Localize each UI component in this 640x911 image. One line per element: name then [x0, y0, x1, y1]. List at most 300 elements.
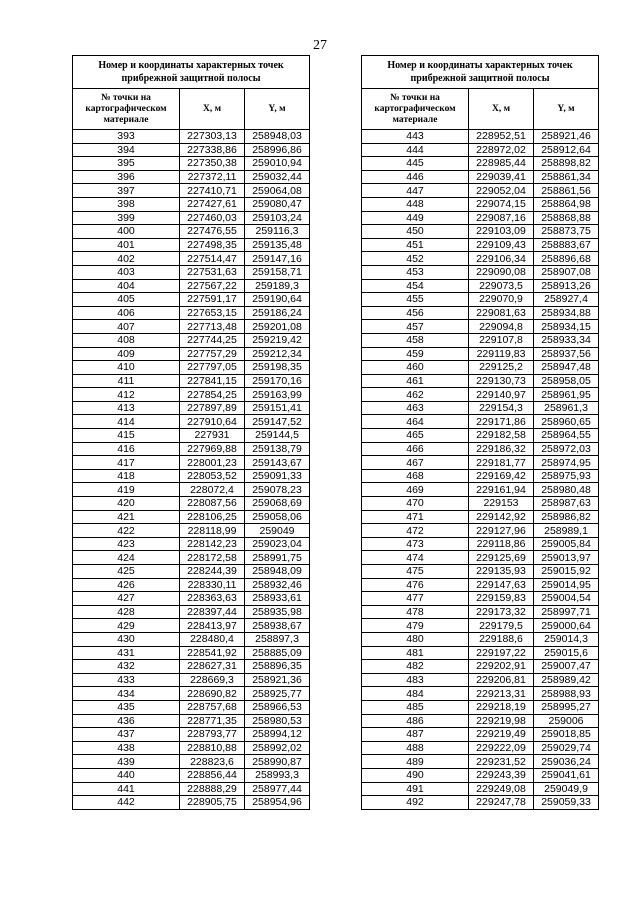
x-coordinate-cell: 227757,29 [180, 347, 245, 361]
y-coordinate-cell: 259068,69 [245, 497, 310, 511]
table-row [73, 211, 310, 225]
y-coordinate-cell: 259219,42 [245, 333, 310, 347]
x-coordinate-cell: 229154,3 [469, 401, 534, 415]
table-row [73, 551, 310, 565]
y-coordinate-cell: 259014,3 [534, 632, 599, 646]
table-row [362, 361, 599, 375]
table-row [73, 401, 310, 415]
x-coordinate-cell: 229087,16 [469, 211, 534, 225]
point-number-cell: 406 [73, 306, 180, 320]
table-row [73, 429, 310, 443]
y-coordinate-cell: 258947,48 [534, 361, 599, 375]
x-coordinate-cell: 229202,91 [469, 660, 534, 674]
x-coordinate-cell: 228888,29 [180, 782, 245, 796]
point-number-cell: 423 [73, 537, 180, 551]
table-row [73, 469, 310, 483]
point-number-cell: 438 [73, 741, 180, 755]
point-number-cell: 454 [362, 279, 469, 293]
y-coordinate-cell: 259116,3 [245, 225, 310, 239]
table-row [362, 456, 599, 470]
table-row [73, 293, 310, 307]
point-number-cell: 408 [73, 333, 180, 347]
y-coordinate-cell: 258898,82 [534, 157, 599, 171]
table-row [362, 728, 599, 742]
table-row [362, 130, 599, 144]
table-row [73, 619, 310, 633]
y-coordinate-cell: 258977,44 [245, 782, 310, 796]
table-row [362, 700, 599, 714]
y-coordinate-cell: 259170,16 [245, 374, 310, 388]
table-row [73, 265, 310, 279]
table-row [362, 442, 599, 456]
x-coordinate-cell: 228627,31 [180, 660, 245, 674]
y-coordinate-cell: 258990,87 [245, 755, 310, 769]
x-coordinate-cell: 229219,49 [469, 728, 534, 742]
x-coordinate-cell: 228823,6 [180, 755, 245, 769]
table-row [73, 333, 310, 347]
y-coordinate-cell: 259018,85 [534, 728, 599, 742]
table-row [362, 768, 599, 782]
x-coordinate-cell: 227350,38 [180, 157, 245, 171]
y-coordinate-cell: 259023,04 [245, 537, 310, 551]
point-number-cell: 450 [362, 225, 469, 239]
y-coordinate-cell: 259036,24 [534, 755, 599, 769]
table-row [362, 197, 599, 211]
table-row [362, 714, 599, 728]
point-number-cell: 402 [73, 252, 180, 266]
x-coordinate-cell: 227744,25 [180, 333, 245, 347]
table-row [73, 157, 310, 171]
point-number-cell: 473 [362, 537, 469, 551]
x-coordinate-cell: 227653,15 [180, 306, 245, 320]
point-number-cell: 394 [73, 143, 180, 157]
y-coordinate-cell: 258934,88 [534, 306, 599, 320]
x-coordinate-cell: 229173,32 [469, 605, 534, 619]
table-row [362, 646, 599, 660]
x-coordinate-cell: 227303,13 [180, 130, 245, 144]
point-number-cell: 491 [362, 782, 469, 796]
x-coordinate-cell: 229090,08 [469, 265, 534, 279]
y-coordinate-cell: 258958,05 [534, 374, 599, 388]
x-coordinate-cell: 229219,98 [469, 714, 534, 728]
y-coordinate-cell: 259138,79 [245, 442, 310, 456]
table-body-right [362, 130, 599, 810]
point-number-cell: 470 [362, 497, 469, 511]
x-coordinate-cell: 229130,73 [469, 374, 534, 388]
x-coordinate-cell: 228480,4 [180, 632, 245, 646]
point-number-cell: 410 [73, 361, 180, 375]
y-coordinate-cell: 259163,99 [245, 388, 310, 402]
point-number-cell: 403 [73, 265, 180, 279]
point-number-cell: 474 [362, 551, 469, 565]
table-row [362, 605, 599, 619]
y-coordinate-cell: 258907,08 [534, 265, 599, 279]
point-number-cell: 480 [362, 632, 469, 646]
x-coordinate-cell: 228397,44 [180, 605, 245, 619]
table-row [362, 225, 599, 239]
x-coordinate-cell: 228053,52 [180, 469, 245, 483]
y-coordinate-cell: 259059,33 [534, 796, 599, 810]
y-coordinate-cell: 259015,6 [534, 646, 599, 660]
x-coordinate-cell: 228363,63 [180, 592, 245, 606]
point-number-cell: 445 [362, 157, 469, 171]
table-row [73, 415, 310, 429]
table-row [362, 782, 599, 796]
table-row [73, 497, 310, 511]
point-number-cell: 465 [362, 429, 469, 443]
x-coordinate-cell: 229182,58 [469, 429, 534, 443]
y-coordinate-cell: 258997,71 [534, 605, 599, 619]
y-coordinate-cell: 258948,03 [245, 130, 310, 144]
y-coordinate-cell: 259103,24 [245, 211, 310, 225]
y-coordinate-cell: 258934,15 [534, 320, 599, 334]
y-coordinate-cell: 258961,3 [534, 401, 599, 415]
table-row [73, 700, 310, 714]
table-row [362, 592, 599, 606]
table-title: Номер и координаты характерных точек прибрежной защитной полосы [73, 56, 310, 89]
table-row [73, 347, 310, 361]
y-coordinate-cell: 259147,16 [245, 252, 310, 266]
y-coordinate-cell: 259201,08 [245, 320, 310, 334]
table-row [362, 551, 599, 565]
table-row [73, 170, 310, 184]
column-header-point-number: № точки на картографическом материале [362, 89, 469, 130]
table-row [73, 537, 310, 551]
table-row [362, 415, 599, 429]
y-coordinate-cell: 258987,63 [534, 497, 599, 511]
x-coordinate-cell: 228106,25 [180, 510, 245, 524]
point-number-cell: 482 [362, 660, 469, 674]
table-row [73, 728, 310, 742]
y-coordinate-cell: 259135,48 [245, 238, 310, 252]
x-coordinate-cell: 227460,03 [180, 211, 245, 225]
y-coordinate-cell: 259014,95 [534, 578, 599, 592]
point-number-cell: 432 [73, 660, 180, 674]
x-coordinate-cell: 229161,94 [469, 483, 534, 497]
table-row [73, 238, 310, 252]
point-number-cell: 469 [362, 483, 469, 497]
point-number-cell: 393 [73, 130, 180, 144]
y-coordinate-cell: 258988,93 [534, 687, 599, 701]
point-number-cell: 492 [362, 796, 469, 810]
point-number-cell: 429 [73, 619, 180, 633]
y-coordinate-cell: 259190,64 [245, 293, 310, 307]
x-coordinate-cell: 228118,99 [180, 524, 245, 538]
x-coordinate-cell: 228690,82 [180, 687, 245, 701]
x-coordinate-cell: 229159,83 [469, 592, 534, 606]
y-coordinate-cell: 258980,48 [534, 483, 599, 497]
point-number-cell: 428 [73, 605, 180, 619]
x-coordinate-cell: 229197,22 [469, 646, 534, 660]
table-body-left [73, 130, 310, 810]
table-row [362, 687, 599, 701]
y-coordinate-cell: 259004,54 [534, 592, 599, 606]
y-coordinate-cell: 259151,41 [245, 401, 310, 415]
x-coordinate-cell: 229231,52 [469, 755, 534, 769]
table-row [362, 497, 599, 511]
x-coordinate-cell: 227410,71 [180, 184, 245, 198]
x-coordinate-cell: 229153 [469, 497, 534, 511]
x-coordinate-cell: 228771,35 [180, 714, 245, 728]
y-coordinate-cell: 258933,34 [534, 333, 599, 347]
y-coordinate-cell: 259006 [534, 714, 599, 728]
table-row [362, 565, 599, 579]
x-coordinate-cell: 228001,23 [180, 456, 245, 470]
table-row [73, 320, 310, 334]
x-coordinate-cell: 229127,96 [469, 524, 534, 538]
y-coordinate-cell: 259032,44 [245, 170, 310, 184]
y-coordinate-cell: 258937,56 [534, 347, 599, 361]
point-number-cell: 418 [73, 469, 180, 483]
x-coordinate-cell: 228757,68 [180, 700, 245, 714]
x-coordinate-cell: 229135,93 [469, 565, 534, 579]
x-coordinate-cell: 229188,6 [469, 632, 534, 646]
y-coordinate-cell: 258938,67 [245, 619, 310, 633]
x-coordinate-cell: 229142,92 [469, 510, 534, 524]
y-coordinate-cell: 258995,27 [534, 700, 599, 714]
table-row [362, 265, 599, 279]
table-row [73, 374, 310, 388]
x-coordinate-cell: 227514,47 [180, 252, 245, 266]
table-row [73, 578, 310, 592]
point-number-cell: 484 [362, 687, 469, 701]
point-number-cell: 451 [362, 238, 469, 252]
y-coordinate-cell: 258921,46 [534, 130, 599, 144]
x-coordinate-cell: 229039,41 [469, 170, 534, 184]
table-row [73, 279, 310, 293]
y-coordinate-cell: 258861,56 [534, 184, 599, 198]
x-coordinate-cell: 228972,02 [469, 143, 534, 157]
y-coordinate-cell: 259049,9 [534, 782, 599, 796]
x-coordinate-cell: 229169,42 [469, 469, 534, 483]
x-coordinate-cell: 228905,75 [180, 796, 245, 810]
point-number-cell: 489 [362, 755, 469, 769]
point-number-cell: 487 [362, 728, 469, 742]
y-coordinate-cell: 258913,26 [534, 279, 599, 293]
x-coordinate-cell: 228985,44 [469, 157, 534, 171]
x-coordinate-cell: 229179,5 [469, 619, 534, 633]
x-coordinate-cell: 229109,43 [469, 238, 534, 252]
point-number-cell: 478 [362, 605, 469, 619]
point-number-cell: 399 [73, 211, 180, 225]
table-row [73, 442, 310, 456]
point-number-cell: 476 [362, 578, 469, 592]
x-coordinate-cell: 227854,25 [180, 388, 245, 402]
x-coordinate-cell: 229171,86 [469, 415, 534, 429]
table-row [73, 660, 310, 674]
y-coordinate-cell: 259015,92 [534, 565, 599, 579]
point-number-cell: 460 [362, 361, 469, 375]
x-coordinate-cell: 227897,89 [180, 401, 245, 415]
table-row [73, 714, 310, 728]
point-number-cell: 477 [362, 592, 469, 606]
point-number-cell: 461 [362, 374, 469, 388]
y-coordinate-cell: 258864,98 [534, 197, 599, 211]
table-row [73, 510, 310, 524]
x-coordinate-cell: 227372,11 [180, 170, 245, 184]
point-number-cell: 443 [362, 130, 469, 144]
point-number-cell: 411 [73, 374, 180, 388]
table-row [362, 143, 599, 157]
y-coordinate-cell: 258992,02 [245, 741, 310, 755]
x-coordinate-cell: 229213,31 [469, 687, 534, 701]
table-row [73, 388, 310, 402]
table-row [362, 429, 599, 443]
point-number-cell: 437 [73, 728, 180, 742]
y-coordinate-cell: 258932,46 [245, 578, 310, 592]
point-number-cell: 471 [362, 510, 469, 524]
point-number-cell: 456 [362, 306, 469, 320]
x-coordinate-cell: 229073,5 [469, 279, 534, 293]
point-number-cell: 435 [73, 700, 180, 714]
table-row [73, 306, 310, 320]
x-coordinate-cell: 229243,39 [469, 768, 534, 782]
table-row [362, 293, 599, 307]
y-coordinate-cell: 259064,08 [245, 184, 310, 198]
point-number-cell: 448 [362, 197, 469, 211]
y-coordinate-cell: 259212,34 [245, 347, 310, 361]
table-row [362, 157, 599, 171]
y-coordinate-cell: 258883,67 [534, 238, 599, 252]
point-number-cell: 427 [73, 592, 180, 606]
y-coordinate-cell: 258896,35 [245, 660, 310, 674]
table-row [362, 184, 599, 198]
y-coordinate-cell: 259010,94 [245, 157, 310, 171]
y-coordinate-cell: 258885,09 [245, 646, 310, 660]
x-coordinate-cell: 229119,83 [469, 347, 534, 361]
y-coordinate-cell: 259049 [245, 524, 310, 538]
point-number-cell: 412 [73, 388, 180, 402]
table-row [362, 632, 599, 646]
table-row [73, 361, 310, 375]
table-row [362, 211, 599, 225]
point-number-cell: 488 [362, 741, 469, 755]
table-row [362, 306, 599, 320]
table-row [73, 524, 310, 538]
column-header-x: X, м [180, 89, 245, 130]
table-row [362, 401, 599, 415]
x-coordinate-cell: 229081,63 [469, 306, 534, 320]
x-coordinate-cell: 227498,35 [180, 238, 245, 252]
x-coordinate-cell: 229094,8 [469, 320, 534, 334]
point-number-cell: 490 [362, 768, 469, 782]
point-number-cell: 472 [362, 524, 469, 538]
x-coordinate-cell: 227476,55 [180, 225, 245, 239]
y-coordinate-cell: 259041,61 [534, 768, 599, 782]
x-coordinate-cell: 229070,9 [469, 293, 534, 307]
x-coordinate-cell: 229140,97 [469, 388, 534, 402]
y-coordinate-cell: 259058,06 [245, 510, 310, 524]
point-number-cell: 449 [362, 211, 469, 225]
point-number-cell: 400 [73, 225, 180, 239]
x-coordinate-cell: 229147,63 [469, 578, 534, 592]
y-coordinate-cell: 258897,3 [245, 632, 310, 646]
point-number-cell: 425 [73, 565, 180, 579]
table-row [73, 632, 310, 646]
table-row [362, 524, 599, 538]
x-coordinate-cell: 228172,58 [180, 551, 245, 565]
y-coordinate-cell: 258960,65 [534, 415, 599, 429]
table-row [362, 170, 599, 184]
column-header-y: Y, м [534, 89, 599, 130]
coordinates-table-right [361, 55, 599, 810]
table-row [73, 796, 310, 810]
table-row [362, 796, 599, 810]
point-number-cell: 464 [362, 415, 469, 429]
table-row [73, 456, 310, 470]
table-row [73, 252, 310, 266]
point-number-cell: 462 [362, 388, 469, 402]
y-coordinate-cell: 258933,61 [245, 592, 310, 606]
table-row [73, 768, 310, 782]
y-coordinate-cell: 259189,3 [245, 279, 310, 293]
table-row [73, 143, 310, 157]
table-row [362, 469, 599, 483]
point-number-cell: 458 [362, 333, 469, 347]
x-coordinate-cell: 228087,56 [180, 497, 245, 511]
point-number-cell: 424 [73, 551, 180, 565]
y-coordinate-cell: 258921,36 [245, 673, 310, 687]
table-row [362, 483, 599, 497]
point-number-cell: 421 [73, 510, 180, 524]
table-row [362, 619, 599, 633]
x-coordinate-cell: 228142,23 [180, 537, 245, 551]
table-row [73, 755, 310, 769]
table-row [73, 741, 310, 755]
y-coordinate-cell: 258989,1 [534, 524, 599, 538]
y-coordinate-cell: 259147,52 [245, 415, 310, 429]
y-coordinate-cell: 259144,5 [245, 429, 310, 443]
table-row [73, 483, 310, 497]
table-row [73, 184, 310, 198]
y-coordinate-cell: 259158,71 [245, 265, 310, 279]
y-coordinate-cell: 258925,77 [245, 687, 310, 701]
point-number-cell: 430 [73, 632, 180, 646]
point-number-cell: 466 [362, 442, 469, 456]
table-row [73, 673, 310, 687]
point-number-cell: 405 [73, 293, 180, 307]
table-row [73, 592, 310, 606]
x-coordinate-cell: 229247,78 [469, 796, 534, 810]
point-number-cell: 409 [73, 347, 180, 361]
y-coordinate-cell: 258927,4 [534, 293, 599, 307]
table-row [73, 197, 310, 211]
point-number-cell: 434 [73, 687, 180, 701]
point-number-cell: 475 [362, 565, 469, 579]
y-coordinate-cell: 258989,42 [534, 673, 599, 687]
x-coordinate-cell: 227713,48 [180, 320, 245, 334]
point-number-cell: 404 [73, 279, 180, 293]
x-coordinate-cell: 229103,09 [469, 225, 534, 239]
x-coordinate-cell: 229186,32 [469, 442, 534, 456]
table-row [362, 238, 599, 252]
point-number-cell: 486 [362, 714, 469, 728]
point-number-cell: 415 [73, 429, 180, 443]
y-coordinate-cell: 258935,98 [245, 605, 310, 619]
table-row [362, 374, 599, 388]
y-coordinate-cell: 258986,82 [534, 510, 599, 524]
x-coordinate-cell: 227567,22 [180, 279, 245, 293]
x-coordinate-cell: 228669,3 [180, 673, 245, 687]
y-coordinate-cell: 258896,68 [534, 252, 599, 266]
point-number-cell: 417 [73, 456, 180, 470]
table-row [362, 252, 599, 266]
x-coordinate-cell: 227531,63 [180, 265, 245, 279]
y-coordinate-cell: 259143,67 [245, 456, 310, 470]
point-number-cell: 447 [362, 184, 469, 198]
x-coordinate-cell: 228072,4 [180, 483, 245, 497]
y-coordinate-cell: 259029,74 [534, 741, 599, 755]
